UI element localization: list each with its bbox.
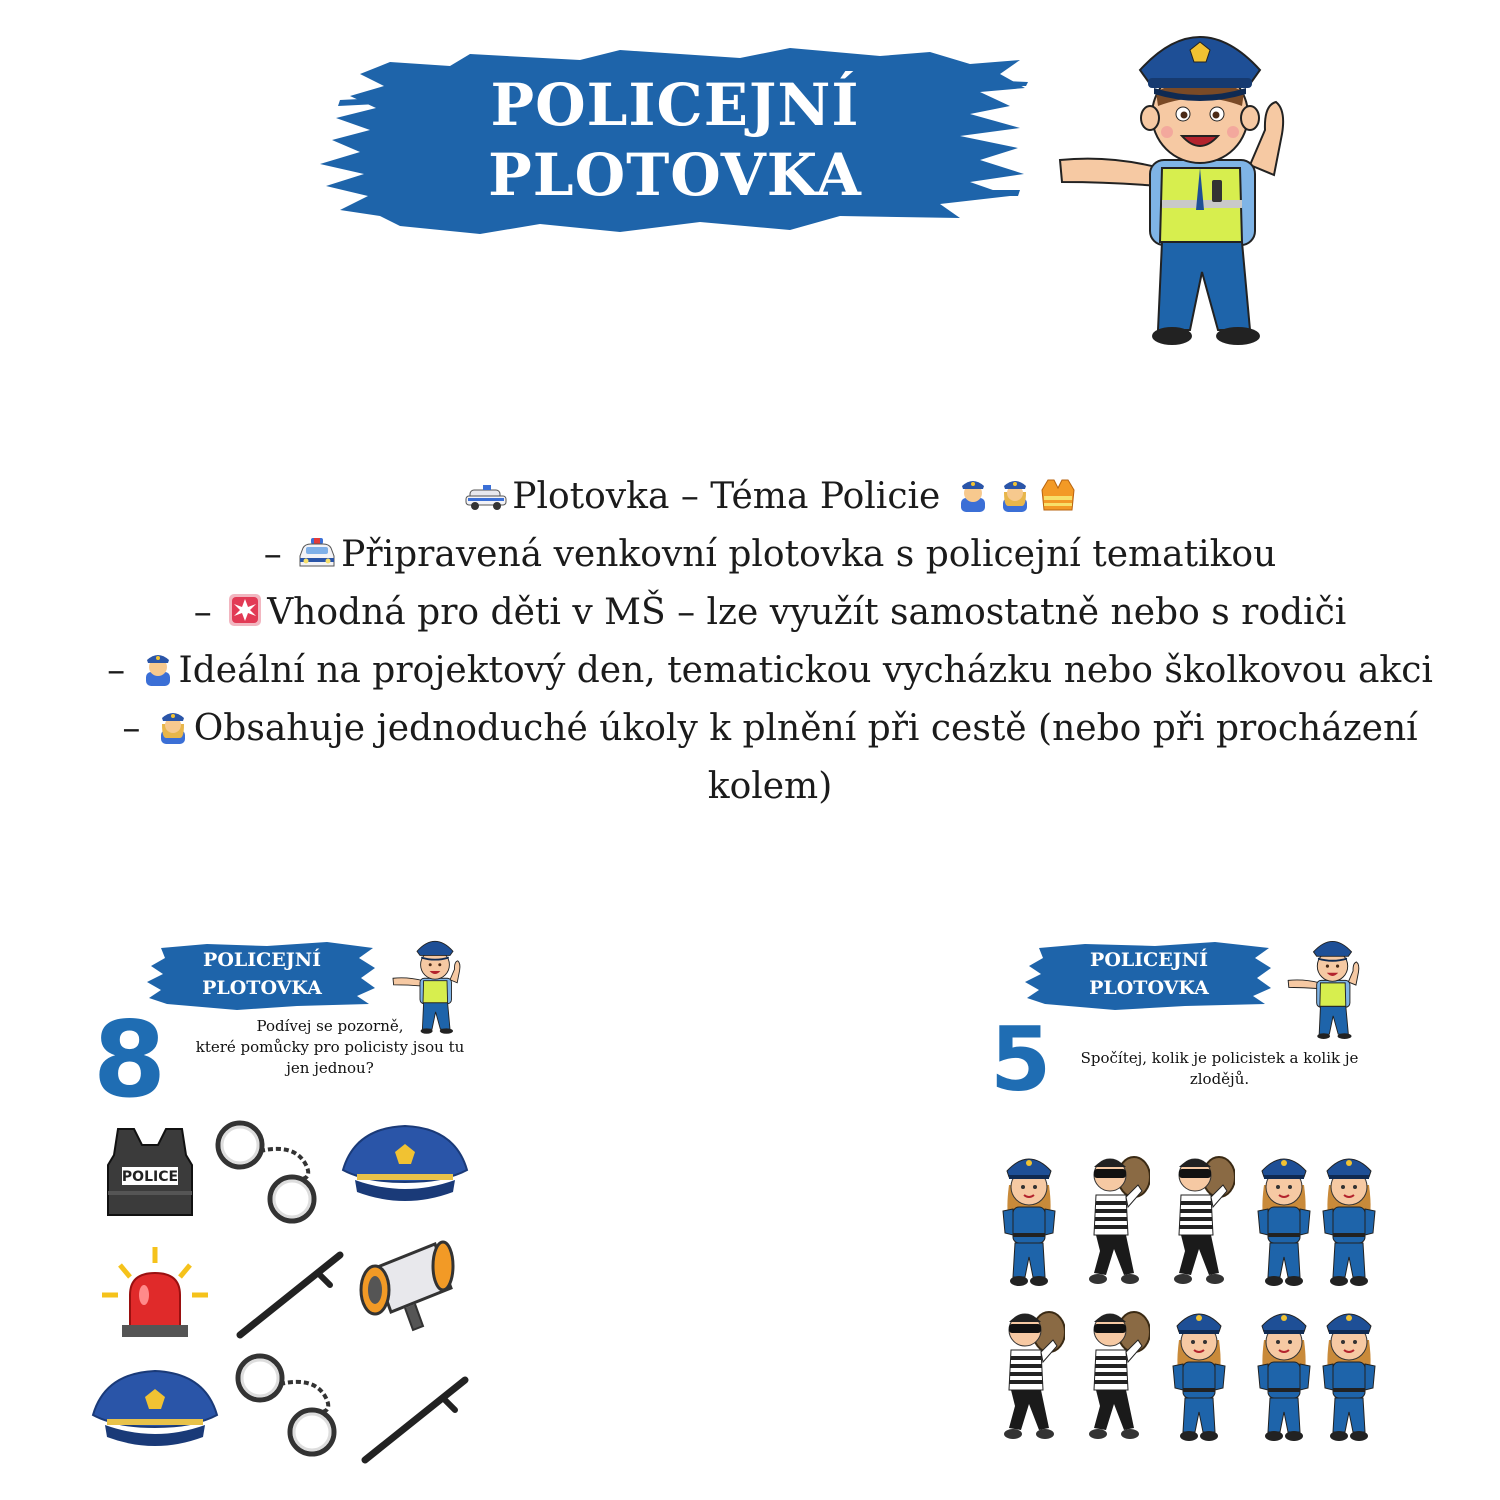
description-line-6: kolem) [707, 766, 833, 807]
siren-light-icon [227, 590, 263, 644]
baton-icon [230, 1245, 350, 1349]
handcuffs-icon [210, 1115, 325, 1234]
traffic-police-boy-icon [1285, 925, 1380, 1050]
task-number: 8 [93, 999, 167, 1121]
thief-icon [995, 1300, 1065, 1449]
bullet-dash: – [122, 708, 152, 749]
mini-title-line-1: POLICEJNÍ [1090, 949, 1208, 971]
handcuffs-icon [230, 1348, 345, 1467]
description-line-5 [30, 702, 1500, 760]
bullet-dash: – [107, 650, 137, 691]
police-officer-woman-icon [156, 706, 190, 760]
mini-title-line-2: PLOTOVKA [202, 977, 322, 999]
title-line-2: PLOTOVKA [488, 141, 862, 209]
task-number: 5 [990, 1008, 1052, 1111]
policewoman-icon [1315, 1300, 1383, 1449]
product-description [30, 470, 1500, 814]
bullet-dash: – [193, 592, 224, 633]
police-officer-icon [141, 648, 175, 702]
safety-vest-icon [1040, 474, 1076, 528]
svg-text:POLICE: POLICE [121, 1169, 179, 1185]
policewoman-icon [1165, 1300, 1233, 1449]
title-banner [320, 40, 1030, 240]
police-cap-icon [85, 1365, 225, 1464]
police-officer-icon [956, 474, 990, 528]
description-line-4-text: Ideální na projektový den, tematickou vycházku nebo školkovou akci [178, 650, 1433, 691]
task-line-3: jen jednou? [286, 1059, 374, 1077]
police-vest-icon [100, 1125, 200, 1224]
baton-icon [355, 1370, 475, 1474]
description-line-4 [30, 644, 1500, 702]
policewoman-icon [1250, 1300, 1318, 1449]
traffic-police-boy-icon [1050, 10, 1350, 355]
police-cap-icon [335, 1120, 475, 1219]
description-line-1-text: Plotovka – Téma Policie [512, 476, 941, 517]
task-line-2: zlodějů. [1189, 1070, 1250, 1088]
megaphone-icon [355, 1238, 465, 1342]
task-line-1: Spočítej, kolik je policistek a kolik je [1080, 1049, 1359, 1067]
police-car-icon [464, 474, 508, 528]
description-line-2 [30, 528, 1500, 586]
policewoman-icon [995, 1145, 1063, 1294]
worksheet-preview-5 [985, 920, 1405, 1480]
thief-icon [1080, 1300, 1150, 1449]
oncoming-police-car-icon [297, 532, 337, 586]
policewoman-icon [1250, 1145, 1318, 1294]
task-instruction [165, 1016, 495, 1079]
thief-icon [1165, 1145, 1235, 1294]
mini-title-banner [1025, 938, 1273, 1010]
description-line-5-text: Obsahuje jednoduché úkoly k plnění při cestě (nebo při procházení [193, 708, 1418, 749]
mini-title-banner [147, 938, 377, 1010]
bullet-dash: – [263, 534, 294, 575]
task-instruction [1057, 1048, 1382, 1090]
siren-light-icon [100, 1245, 210, 1349]
task-line-1: Podívej se pozorně, [256, 1017, 404, 1035]
police-officer-woman-icon [998, 474, 1032, 528]
description-line-3 [30, 586, 1500, 644]
worksheet-preview-8 [85, 920, 505, 1480]
mini-title-line-2: PLOTOVKA [1089, 977, 1209, 999]
description-line-1 [30, 470, 1500, 528]
policewoman-icon [1315, 1145, 1383, 1294]
mini-title-line-1: POLICEJNÍ [203, 949, 321, 971]
description-line-2-text: Připravená venkovní plotovka s policejní tematikou [341, 534, 1277, 575]
thief-icon [1080, 1145, 1150, 1294]
title-line-1: POLICEJNÍ [490, 71, 860, 139]
description-line-3-text: Vhodná pro děti v MŠ – lze využít samostatně nebo s rodiči [267, 592, 1347, 633]
task-line-2: které pomůcky pro policisty jsou tu [195, 1038, 465, 1056]
